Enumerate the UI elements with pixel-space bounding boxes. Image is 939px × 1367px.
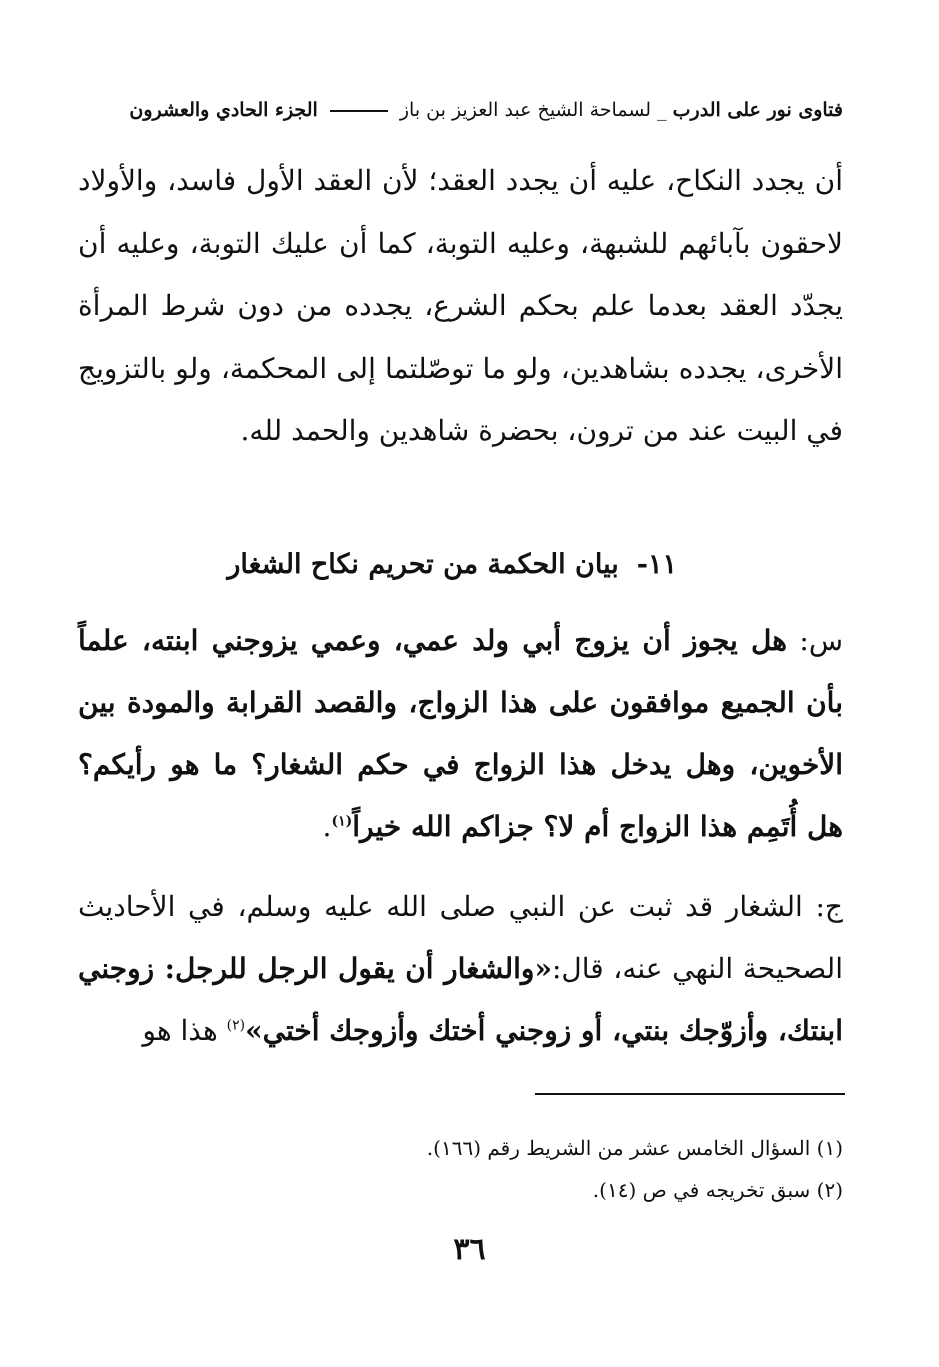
volume-label: الجزء الحادي والعشرون — [129, 99, 318, 121]
book-title: فتاوى نور على الدرب — [672, 99, 843, 121]
header-separator: _ — [651, 99, 667, 121]
question-prefix: س: — [787, 624, 844, 657]
answer-prefix: ج: — [802, 890, 843, 923]
question-text: هل يجوز أن يزوج أبي ولد عمي، وعمي يزوجني ابنته، علماً بأن الجميع موافقون على هذا الزواج، والقصد القرابة والمودة بين الأخوين، وهل يدخل هذا الزواج في حكم الشغار؟ ما هو رأيكم؟ هل أُتَمِم هذا الزواج أم لا؟ جزاكم الله خيراً — [78, 624, 843, 843]
question-paragraph — [78, 610, 843, 858]
section-title: بيان الحكمة من تحريم نكاح الشغار — [227, 549, 619, 580]
footnote-separator — [535, 1093, 845, 1095]
footnote-1: (١) السؤال الخامس عشر من الشريط رقم (١٦٦). — [426, 1136, 843, 1160]
running-header — [78, 96, 843, 124]
footnote-marker-2: (٢) — [226, 1017, 246, 1034]
section-heading — [227, 545, 677, 585]
hadith-quote: «والشغار أن يقول الرجل للرجل: زوجني ابنتك، وأزوّجك بنتي، أو زوجني أختك وأزوجك أختي» — [78, 952, 843, 1047]
header-rule — [330, 110, 388, 112]
footnote-2: (٢) سبق تخريجه في ص (١٤). — [592, 1178, 843, 1202]
page-number: ٣٦ — [453, 1232, 486, 1267]
question-end: . — [322, 810, 332, 843]
footnote-marker-1: (١) — [331, 813, 353, 830]
footnotes — [78, 1127, 843, 1211]
author-name: لسماحة الشيخ عبد العزيز بن باز — [399, 99, 652, 121]
section-number: ١١- — [636, 549, 677, 580]
continuation-paragraph: أن يجدد النكاح، عليه أن يجدد العقد؛ لأن العقد الأول فاسد، والأولاد لاحقون بآبائهم للشبهة، وعليه التوبة، كما أن عليك التوبة، وعليه أن يجدّد العقد بعدما علم بحكم الشرع، يجدده من دون شرط المرأة الأخرى، يجدده بشاهدين، ولو ما توصّلتما إلى المحكمة، ولو بالتزويج في البيت عند من ترون، بحضرة شاهدين والحمد لله. — [78, 164, 843, 447]
answer-paragraph — [78, 876, 843, 1062]
answer-trailing: هذا هو — [142, 1014, 227, 1047]
answer-text: الشغار قد ثبت عن النبي صلى الله عليه وسلم، في الأحاديث الصحيحة النهي عنه، قال: — [78, 890, 843, 985]
